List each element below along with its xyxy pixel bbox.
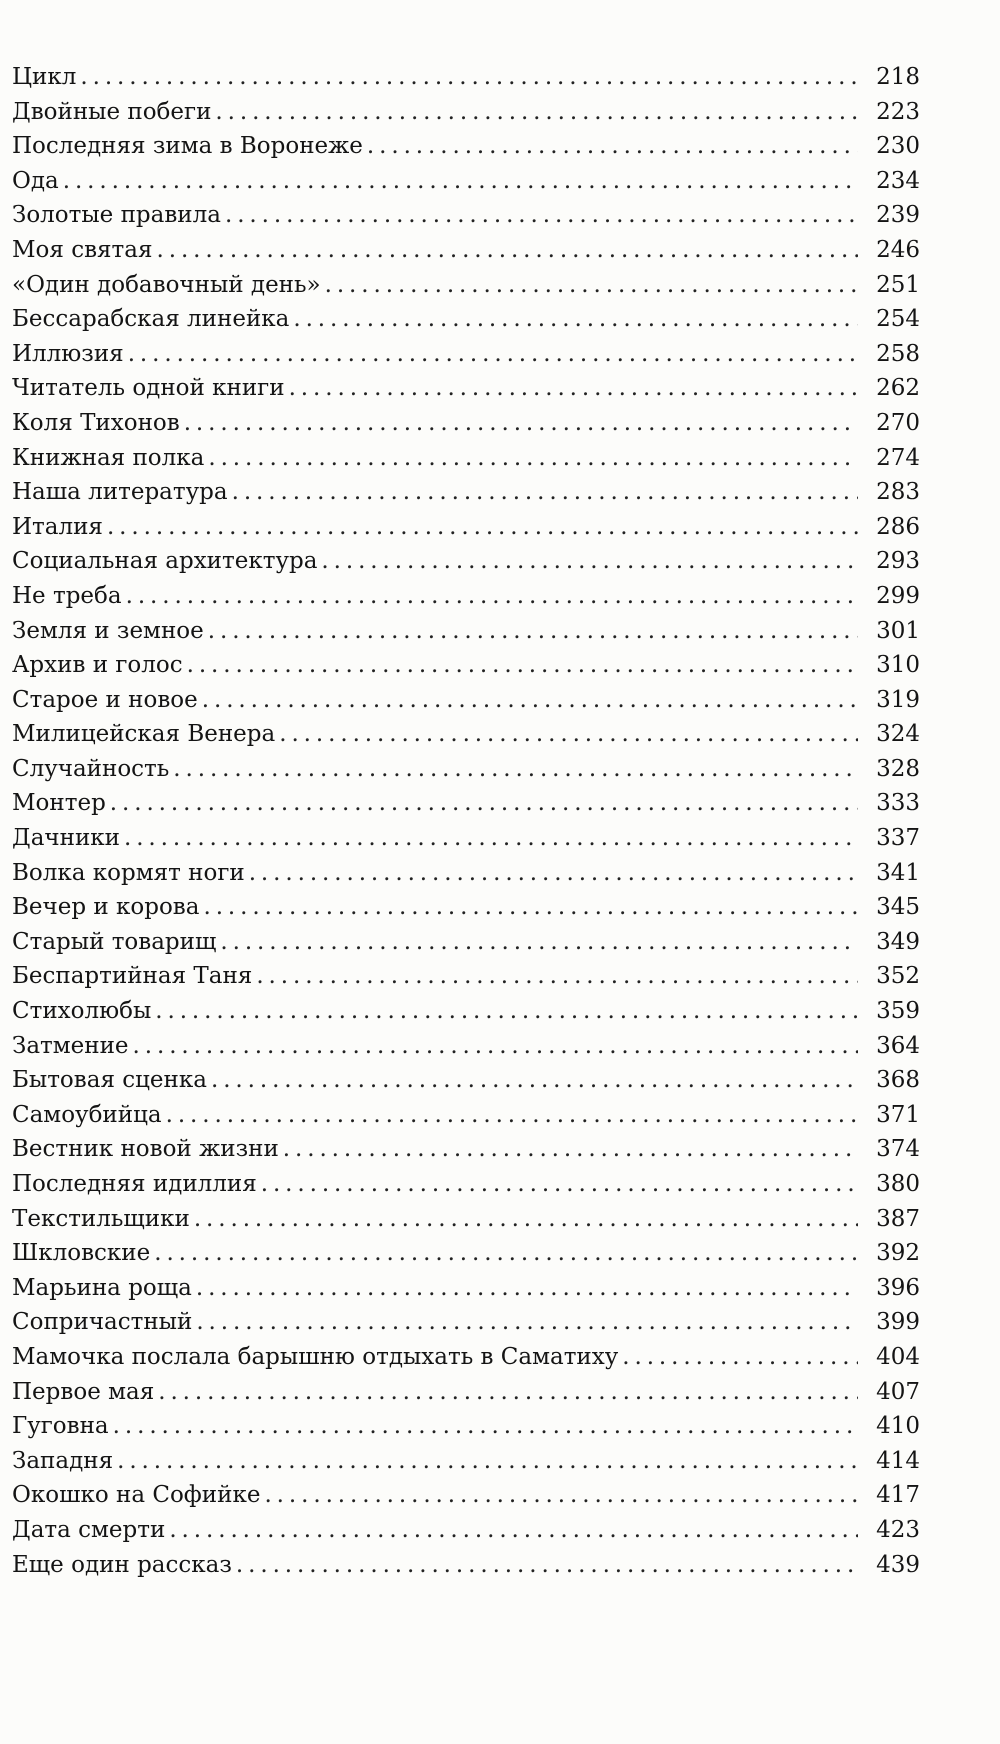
toc-entry-page-number: 333 bbox=[876, 790, 920, 817]
toc-dot-leader bbox=[225, 198, 858, 233]
toc-entry-title: Социальная архитектура bbox=[12, 548, 318, 575]
toc-dot-leader bbox=[279, 717, 858, 752]
toc-entry bbox=[12, 510, 920, 545]
toc-entry-page-number: 310 bbox=[876, 652, 920, 679]
toc-entry-page-number: 374 bbox=[876, 1136, 920, 1163]
toc-entry-page-number: 293 bbox=[876, 548, 920, 575]
toc-dot-leader bbox=[220, 925, 858, 960]
toc-entry-page-number: 352 bbox=[876, 963, 920, 990]
toc-entry bbox=[12, 164, 920, 199]
toc-entry bbox=[12, 371, 920, 406]
toc-entry-title: Архив и голос bbox=[12, 652, 183, 679]
toc-entry-page-number: 328 bbox=[876, 755, 920, 782]
toc-entry-title: Еще один рассказ bbox=[12, 1551, 232, 1578]
toc-entry-title: Бессарабская линейка bbox=[12, 306, 290, 333]
toc-entry bbox=[12, 1029, 920, 1064]
toc-entry bbox=[12, 959, 920, 994]
toc-dot-leader bbox=[128, 337, 858, 372]
toc-dot-leader bbox=[63, 164, 858, 199]
toc-entry-title: Ода bbox=[12, 167, 59, 194]
toc-entry-page-number: 286 bbox=[876, 513, 920, 540]
toc-dot-leader bbox=[113, 1409, 858, 1444]
toc-entry bbox=[12, 1098, 920, 1133]
toc-dot-leader bbox=[203, 890, 858, 925]
toc-entry-page-number: 223 bbox=[876, 98, 920, 125]
toc-entry-title: Милицейская Венера bbox=[12, 721, 276, 748]
toc-entry bbox=[12, 198, 920, 233]
toc-entry-title: Не треба bbox=[12, 582, 122, 609]
toc-dot-leader bbox=[236, 1548, 858, 1583]
toc-entry-title: Марьина роща bbox=[12, 1274, 192, 1301]
toc-entry bbox=[12, 1409, 920, 1444]
toc-entry bbox=[12, 1548, 920, 1583]
toc-entry bbox=[12, 544, 920, 579]
toc-entry bbox=[12, 60, 920, 95]
toc-dot-leader bbox=[367, 129, 858, 164]
toc-entry bbox=[12, 1478, 920, 1513]
toc-dot-leader bbox=[283, 1132, 858, 1167]
toc-dot-leader bbox=[289, 371, 858, 406]
toc-entry bbox=[12, 95, 920, 130]
toc-entry bbox=[12, 752, 920, 787]
toc-dot-leader bbox=[126, 579, 858, 614]
toc-entry-title: Последняя зима в Воронеже bbox=[12, 133, 363, 160]
toc-entry bbox=[12, 475, 920, 510]
toc-entry bbox=[12, 1513, 920, 1548]
toc-entry-title: Иллюзия bbox=[12, 340, 124, 367]
toc-dot-leader bbox=[169, 1513, 858, 1548]
toc-entry-title: «Один добавочный день» bbox=[12, 271, 321, 298]
toc-entry bbox=[12, 648, 920, 683]
toc-entry bbox=[12, 890, 920, 925]
toc-entry bbox=[12, 441, 920, 476]
toc-dot-leader bbox=[158, 1375, 858, 1410]
toc-entry bbox=[12, 1375, 920, 1410]
toc-entry-page-number: 410 bbox=[876, 1413, 920, 1440]
toc-entry-title: Случайность bbox=[12, 755, 170, 782]
toc-entry-title: Монтер bbox=[12, 790, 106, 817]
toc-entry-page-number: 258 bbox=[876, 340, 920, 367]
toc-entry bbox=[12, 268, 920, 303]
toc-entry bbox=[12, 129, 920, 164]
toc-entry-title: Читатель одной книги bbox=[12, 375, 285, 402]
toc-entry bbox=[12, 302, 920, 337]
toc-entry-page-number: 396 bbox=[876, 1274, 920, 1301]
toc-dot-leader bbox=[325, 268, 858, 303]
toc-entry-title: Коля Тихонов bbox=[12, 409, 180, 436]
toc-entry bbox=[12, 1340, 920, 1375]
toc-entry bbox=[12, 614, 920, 649]
toc-entry-title: Мамочка послала барышню отдыхать в Саматиху bbox=[12, 1343, 619, 1370]
toc-entry-title: Гуговна bbox=[12, 1413, 109, 1440]
toc-entry bbox=[12, 1202, 920, 1237]
toc-dot-leader bbox=[194, 1202, 858, 1237]
toc-entry-page-number: 301 bbox=[876, 617, 920, 644]
toc-entry-title: Бытовая сценка bbox=[12, 1067, 207, 1094]
toc-entry-page-number: 341 bbox=[876, 859, 920, 886]
toc-entry-title: Земля и земное bbox=[12, 617, 204, 644]
toc-dot-leader bbox=[110, 786, 858, 821]
toc-entry-page-number: 349 bbox=[876, 928, 920, 955]
toc-entry-page-number: 423 bbox=[876, 1516, 920, 1543]
toc-dot-leader bbox=[157, 233, 858, 268]
toc-entry-page-number: 251 bbox=[876, 271, 920, 298]
toc-entry-title: Двойные побеги bbox=[12, 98, 212, 125]
toc-entry bbox=[12, 856, 920, 891]
toc-entry-page-number: 283 bbox=[876, 479, 920, 506]
toc-dot-leader bbox=[261, 1167, 858, 1202]
toc-entry-title: Дата смерти bbox=[12, 1516, 166, 1543]
toc-entry bbox=[12, 821, 920, 856]
toc-entry-title: Беспартийная Таня bbox=[12, 963, 253, 990]
toc-dot-leader bbox=[256, 959, 858, 994]
toc-dot-leader bbox=[232, 475, 858, 510]
toc-entry bbox=[12, 1305, 920, 1340]
toc-entry bbox=[12, 717, 920, 752]
toc-entry-page-number: 368 bbox=[876, 1067, 920, 1094]
toc-entry-page-number: 230 bbox=[876, 133, 920, 160]
toc-entry-title: Последняя идиллия bbox=[12, 1171, 257, 1197]
toc-entry-page-number: 404 bbox=[876, 1343, 920, 1370]
toc-entry-page-number: 399 bbox=[876, 1309, 920, 1336]
toc-entry-title: Вечер и корова bbox=[12, 894, 200, 921]
toc-entry-title: Золотые правила bbox=[12, 202, 221, 229]
toc-entry-page-number: 262 bbox=[876, 375, 920, 402]
toc-entry-title: Окошко на Софийке bbox=[12, 1482, 261, 1509]
toc-entry bbox=[12, 337, 920, 372]
toc-entry-title: Дачники bbox=[12, 825, 120, 852]
toc-dot-leader bbox=[293, 302, 858, 337]
toc-entry bbox=[12, 1271, 920, 1306]
toc-entry-page-number: 439 bbox=[876, 1551, 920, 1578]
toc-dot-leader bbox=[154, 1236, 858, 1271]
toc-dot-leader bbox=[166, 1098, 858, 1133]
toc-dot-leader bbox=[196, 1305, 858, 1340]
toc-dot-leader bbox=[211, 1063, 858, 1098]
toc-entry-title: Первое мая bbox=[12, 1378, 155, 1405]
toc-entry-title: Цикл bbox=[12, 64, 77, 90]
toc-entry bbox=[12, 1236, 920, 1271]
toc-entry-page-number: 387 bbox=[876, 1205, 920, 1232]
toc-entry-title: Старое и новое bbox=[12, 686, 198, 713]
toc-entry bbox=[12, 994, 920, 1029]
toc-entry bbox=[12, 786, 920, 821]
toc-entry-title: Сопричастный bbox=[12, 1309, 193, 1336]
toc-dot-leader bbox=[622, 1340, 858, 1375]
toc-dot-leader bbox=[124, 821, 858, 856]
toc-dot-leader bbox=[202, 683, 858, 718]
toc-entry-page-number: 218 bbox=[876, 64, 920, 90]
toc-dot-leader bbox=[264, 1478, 858, 1513]
toc-dot-leader bbox=[215, 95, 858, 130]
toc-entry-title: Стихолюбы bbox=[12, 998, 152, 1025]
toc-entry-page-number: 239 bbox=[876, 202, 920, 229]
toc-entry-title: Моя святая bbox=[12, 236, 153, 263]
toc-dot-leader bbox=[208, 441, 858, 476]
toc-dot-leader bbox=[155, 994, 858, 1029]
toc-entry-page-number: 417 bbox=[876, 1482, 920, 1509]
toc-entry-title: Старый товарищ bbox=[12, 928, 217, 955]
toc-entry bbox=[12, 1444, 920, 1479]
toc-entry bbox=[12, 1167, 920, 1202]
toc-dot-leader bbox=[187, 648, 858, 683]
toc-entry bbox=[12, 406, 920, 441]
toc-entry-title: Затмение bbox=[12, 1032, 129, 1059]
toc-entry-page-number: 246 bbox=[876, 236, 920, 263]
toc-entry-title: Текстильщики bbox=[12, 1205, 190, 1232]
toc-entry-title: Вестник новой жизни bbox=[12, 1136, 279, 1163]
toc-entry-page-number: 337 bbox=[876, 825, 920, 852]
toc-entry-page-number: 414 bbox=[876, 1447, 920, 1474]
toc-dot-leader bbox=[196, 1271, 858, 1306]
toc-entry-page-number: 407 bbox=[876, 1378, 920, 1405]
toc-entry-page-number: 319 bbox=[876, 686, 920, 713]
toc-entry bbox=[12, 579, 920, 614]
toc-entry-title: Самоубийца bbox=[12, 1101, 162, 1128]
toc-entry-page-number: 299 bbox=[876, 582, 920, 609]
toc-dot-leader bbox=[117, 1444, 858, 1479]
toc-dot-leader bbox=[249, 856, 858, 891]
toc-entry-page-number: 345 bbox=[876, 894, 920, 921]
table-of-contents bbox=[12, 60, 920, 1582]
toc-entry-title: Волка кормят ноги bbox=[12, 859, 245, 886]
toc-entry-page-number: 324 bbox=[876, 721, 920, 748]
toc-dot-leader bbox=[107, 510, 858, 545]
toc-dot-leader bbox=[80, 60, 858, 95]
toc-entry-title: Западня bbox=[12, 1447, 114, 1474]
toc-entry bbox=[12, 233, 920, 268]
toc-dot-leader bbox=[184, 406, 858, 441]
toc-entry-title: Шкловские bbox=[12, 1240, 151, 1267]
toc-entry bbox=[12, 1132, 920, 1167]
toc-entry-page-number: 371 bbox=[876, 1101, 920, 1128]
toc-entry-page-number: 364 bbox=[876, 1032, 920, 1059]
toc-dot-leader bbox=[173, 752, 858, 787]
toc-entry-page-number: 359 bbox=[876, 998, 920, 1025]
toc-entry-page-number: 254 bbox=[876, 306, 920, 333]
toc-entry-page-number: 234 bbox=[876, 167, 920, 194]
toc-dot-leader bbox=[208, 614, 858, 649]
toc-entry bbox=[12, 1063, 920, 1098]
toc-entry-page-number: 380 bbox=[876, 1171, 920, 1197]
toc-entry bbox=[12, 925, 920, 960]
toc-entry-title: Книжная полка bbox=[12, 444, 205, 471]
toc-entry-page-number: 274 bbox=[876, 444, 920, 471]
toc-entry-title: Италия bbox=[12, 513, 103, 540]
toc-entry-title: Наша литература bbox=[12, 479, 228, 506]
toc-entry bbox=[12, 683, 920, 718]
toc-dot-leader bbox=[133, 1029, 858, 1064]
toc-entry-page-number: 392 bbox=[876, 1240, 920, 1267]
toc-entry-page-number: 270 bbox=[876, 409, 920, 436]
toc-dot-leader bbox=[321, 544, 858, 579]
